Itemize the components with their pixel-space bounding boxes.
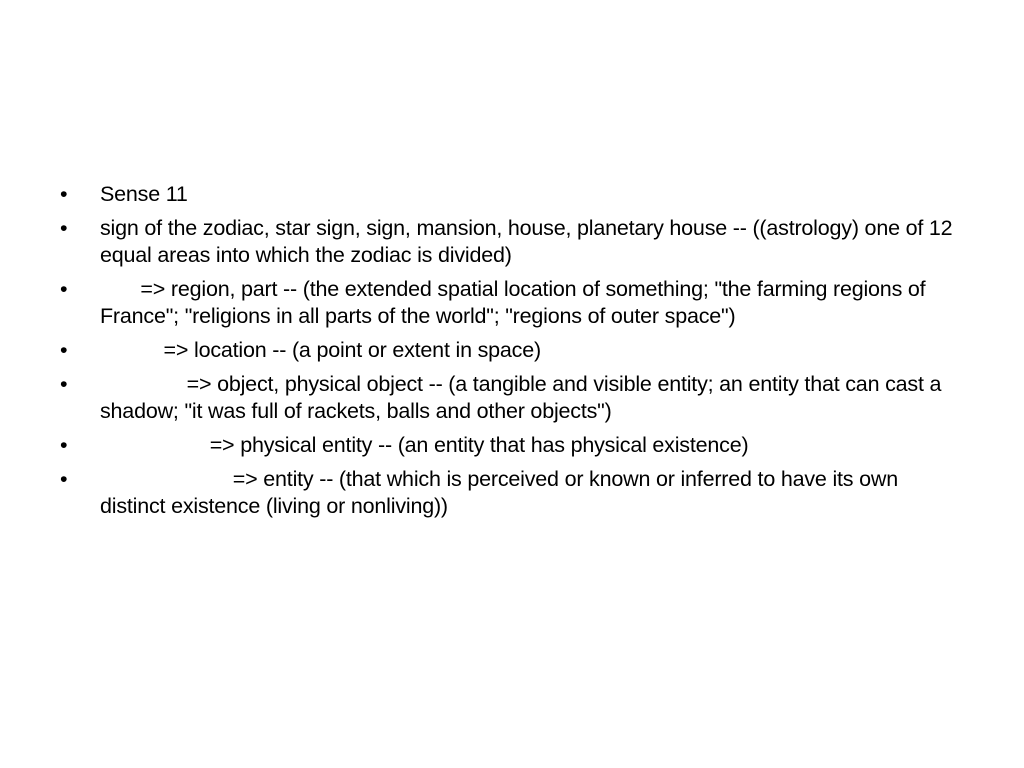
bullet-list <box>60 181 965 527</box>
bullet-icon: • <box>60 433 68 457</box>
list-item-text: => object, physical object -- (a tangible and visible entity; an entity that can cast a shadow; "it was full of rackets, balls and other objects") <box>100 372 948 423</box>
bullet-icon: • <box>60 338 68 362</box>
list-item <box>60 432 965 459</box>
list-item-text: => location -- (a point or extent in space) <box>100 338 541 362</box>
bullet-icon: • <box>60 216 68 240</box>
list-item-text: Sense 11 <box>100 182 188 206</box>
bullet-icon: • <box>60 182 68 206</box>
list-item <box>60 337 965 364</box>
list-item <box>60 371 965 425</box>
list-item-text: => entity -- (that which is perceived or known or inferred to have its own distinct existence (living or nonliving)) <box>100 467 904 518</box>
list-item-text: sign of the zodiac, star sign, sign, mansion, house, planetary house -- ((astrology) one of 12 equal areas into which the zodiac is divided) <box>100 216 959 267</box>
list-item-text: => region, part -- (the extended spatial location of something; "the farming regions of France"; "religions in all parts of the world"; "regions of outer space") <box>100 277 932 328</box>
list-item <box>60 466 965 520</box>
list-item <box>60 215 965 269</box>
bullet-icon: • <box>60 277 68 301</box>
list-item <box>60 276 965 330</box>
bullet-icon: • <box>60 372 68 396</box>
bullet-icon: • <box>60 467 68 491</box>
list-item-text: => physical entity -- (an entity that has physical existence) <box>100 433 749 457</box>
list-item <box>60 181 965 208</box>
